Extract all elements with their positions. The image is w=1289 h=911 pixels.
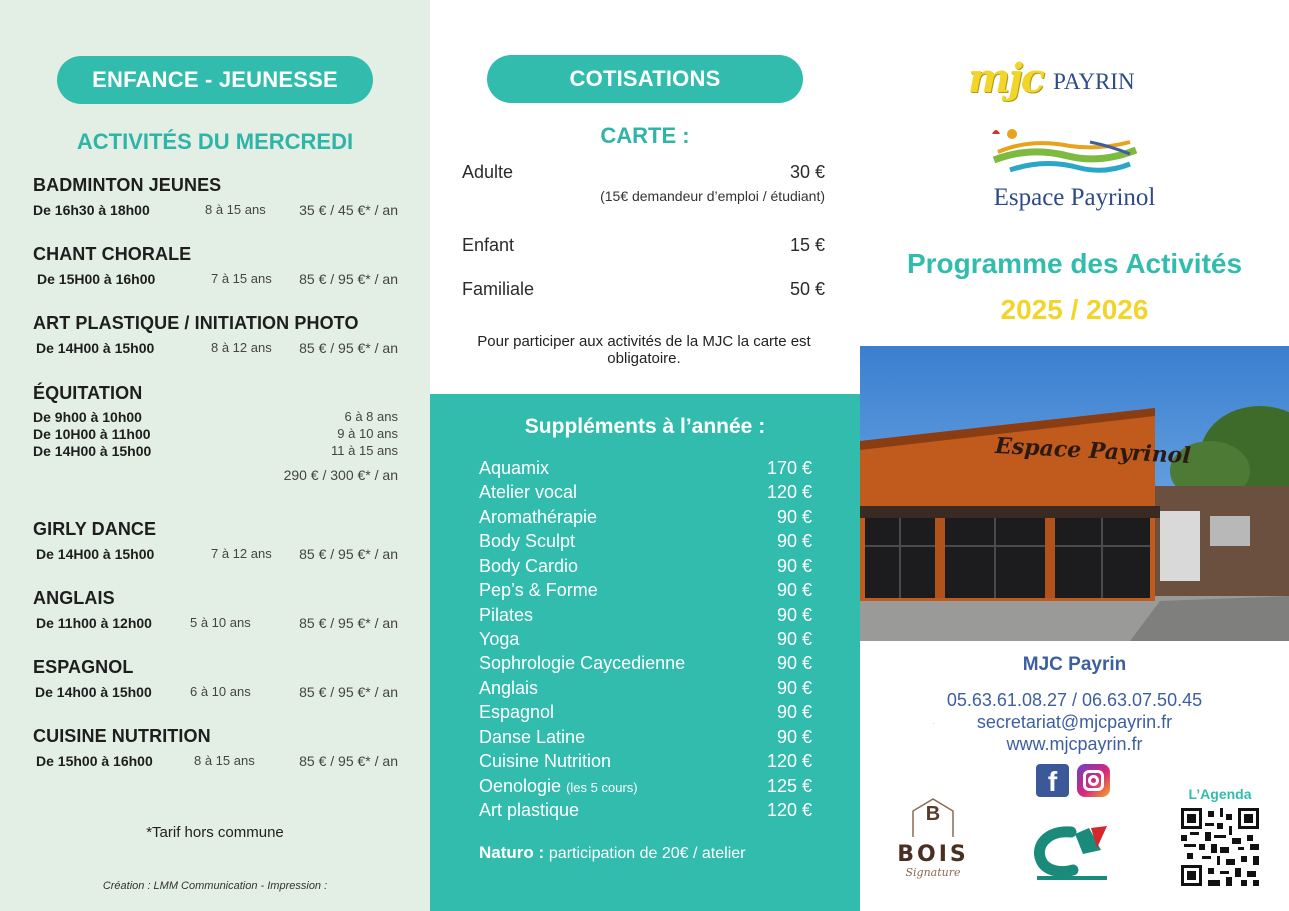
supplements-title: Suppléments à l’année : [524,415,766,438]
activity-time: De 16h30 à 18h00 [33,202,150,218]
supplement-label: Espagnol [479,702,555,722]
activity-name: BADMINTON JEUNES [33,175,222,195]
activity-chant-chorale [33,244,398,291]
supplement-row [479,653,812,677]
supplement-label: Cuisine Nutrition [479,751,612,771]
card-label: Familiale [462,279,535,299]
website-link[interactable]: www.mjcpayrin.fr [1006,734,1143,754]
activity-time: De 15h00 à 16h00 [36,753,153,769]
supplement-price: 120 € [766,751,812,771]
supplement-label: Aquamix [479,458,550,478]
supplement-row [479,678,812,702]
espace-payrinol-logo-graphic [990,124,1140,186]
section-title: ACTIVITÉS DU MERCREDI [76,129,354,154]
card-label: Enfant [462,235,515,255]
credit-line: Création : LMM Communication - Impression : [102,880,328,892]
card-price: 15 € [789,235,825,255]
supplement-price: 90 € [776,531,812,551]
supplement-price: 90 € [776,580,812,600]
activity-girly-dance [33,519,398,566]
activity-age: 8 à 12 ans [211,340,272,355]
enfance-jeunesse-header: ENFANCE - JEUNESSE [57,56,373,104]
carte-title: CARTE : [600,123,690,148]
supplement-row [479,482,812,506]
activity-time: De 11h00 à 12h00 [36,615,152,631]
supplement-row [479,507,812,531]
bois-letter: B [925,803,941,825]
email-address[interactable]: secretariat@mjcpayrin.fr [976,712,1173,732]
activity-age: 5 à 10 ans [190,615,251,630]
bois-signature-logo [893,797,973,883]
org-name: MJC Payrin [1022,654,1127,675]
activity-equitation [33,383,398,483]
adult-note: (15€ demandeur d’emploi / étudiant) [600,188,825,204]
activity-espagnol [33,657,398,704]
supplement-row [479,556,812,580]
activity-name: CHANT CHORALE [33,244,192,264]
activity-price: 35 € / 45 €* / an [299,202,398,218]
activity-age: 7 à 12 ans [211,546,272,561]
supplement-price: 120 € [766,800,812,820]
supplement-label: Atelier vocal [479,482,578,502]
supplement-price: 125 € [766,776,812,796]
activity-age: 8 à 15 ans [205,202,266,217]
supplement-label: Body Cardio [479,556,579,576]
supplement-price: 90 € [776,507,812,527]
activity-cuisine-nutrition [33,726,398,773]
supplement-price: 90 € [776,629,812,649]
slot-age: 6 à 8 ans [344,409,398,424]
mjc-payrin-logo [968,55,1135,102]
supplement-price: 90 € [776,678,812,698]
card-adulte [462,162,825,186]
phone-numbers: 05.63.61.08.27 / 06.63.07.50.45 [946,690,1203,710]
activity-time: De 14H00 à 15h00 [36,340,155,356]
supplement-price: 90 € [776,653,812,673]
building-sign-text: Espace Payrinol [994,432,1192,470]
activity-price: 85 € / 95 €* / an [299,753,398,769]
supplement-label: Art plastique [479,800,580,820]
supplement-label-note: (les 5 cours) [566,780,638,795]
equitation-slot [33,443,398,460]
supplement-row [479,458,812,482]
card-enfant [462,235,825,259]
supplement-label: Oenologie [479,776,562,796]
logo-red-mark [992,130,1000,134]
card-familiale [462,279,825,303]
supplement-label: Aromathérapie [479,507,598,527]
instagram-icon[interactable] [1077,764,1110,797]
activity-name: GIRLY DANCE [33,519,157,539]
supplement-price: 90 € [776,556,812,576]
activity-name: ART PLASTIQUE / INITIATION PHOTO [33,313,359,333]
slot-age: 11 à 15 ans [331,443,398,458]
card-price: 30 € [789,162,825,182]
supplement-row [479,776,812,800]
logo-sun-icon [1007,129,1017,139]
agenda-label: L’Agenda [1188,786,1252,802]
supplement-row [479,605,812,629]
equitation-price: 290 € / 300 €* / an [283,467,398,483]
activity-time: De 14h00 à 15h00 [35,684,152,700]
card-notice: Pour participer aux activités de la MJC la carte est obligatoire. [477,333,811,367]
activity-age: 7 à 15 ans [211,271,272,286]
activity-price: 85 € / 95 €* / an [299,615,398,631]
facebook-icon[interactable]: f [1036,764,1069,797]
supplement-label: Sophrologie Caycedienne [479,653,686,673]
activity-badminton [33,175,398,222]
activity-name: ESPAGNOL [33,657,134,677]
supplement-price: 170 € [766,458,812,478]
supplement-row [479,800,812,824]
activity-time: De 15H00 à 16h00 [37,271,156,287]
supplement-row [479,531,812,555]
equitation-slot [33,409,398,426]
espace-payrinol-logo-text: Espace Payrinol [993,184,1156,211]
activity-name: ÉQUITATION [33,383,143,403]
payrin-logo-text: PAYRIN [1053,69,1135,94]
supplement-label: Pep’s & Forme [479,580,598,600]
activity-name: ANGLAIS [33,588,115,608]
activity-price: 85 € / 95 €* / an [299,546,398,562]
supplement-price: 90 € [776,702,812,722]
programme-title: Programme des Activités [906,248,1243,279]
card-price: 50 € [789,279,825,299]
naturo-label: Naturo : [479,843,545,862]
footnote: *Tarif hors commune [146,824,284,841]
slot-time: De 10H00 à 11h00 [33,426,151,442]
activity-price: 85 € / 95 €* / an [299,340,398,356]
supplement-price: 90 € [776,727,812,747]
mjc-logo-text: mjc [968,55,1044,102]
equitation-slot [33,426,398,443]
supplement-label: Danse Latine [479,727,586,747]
qr-code[interactable] [1181,808,1259,886]
supplement-row [479,751,812,775]
supplement-label: Pilates [479,605,534,625]
building-illustration [860,346,1289,641]
building-photo [860,346,1289,641]
naturo-line [479,843,745,863]
activity-price: 85 € / 95 €* / an [299,271,398,287]
activity-age: 8 à 15 ans [194,753,255,768]
activity-time: De 14H00 à 15h00 [36,546,155,562]
supplement-row [479,629,812,653]
naturo-text: participation de 20€ / atelier [548,845,746,862]
supplement-price: 90 € [776,605,812,625]
card-label: Adulte [462,162,514,182]
supplement-row [479,702,812,726]
slot-time: De 14H00 à 15h00 [33,443,152,459]
supplement-label: Yoga [479,629,520,649]
activity-name: CUISINE NUTRITION [33,726,211,746]
slot-time: De 9h00 à 10h00 [33,409,142,425]
bois-sub-text: Signature [905,866,961,879]
activity-art-plastique [33,313,398,360]
slot-age: 9 à 10 ans [337,426,398,441]
bois-text: BOIS [897,842,969,867]
programme-year: 2025 / 2026 [1000,294,1149,325]
supplement-label: Anglais [479,678,539,698]
activity-age: 6 à 10 ans [190,684,251,699]
supplement-price: 120 € [766,482,812,502]
supplement-row [479,727,812,751]
credit-agricole-text: CA [933,724,935,725]
supplement-label: Body Sculpt [479,531,576,551]
activity-anglais [33,588,398,635]
supplement-row [479,580,812,604]
cotisations-header: COTISATIONS [487,55,803,103]
activity-price: 85 € / 95 €* / an [299,684,398,700]
